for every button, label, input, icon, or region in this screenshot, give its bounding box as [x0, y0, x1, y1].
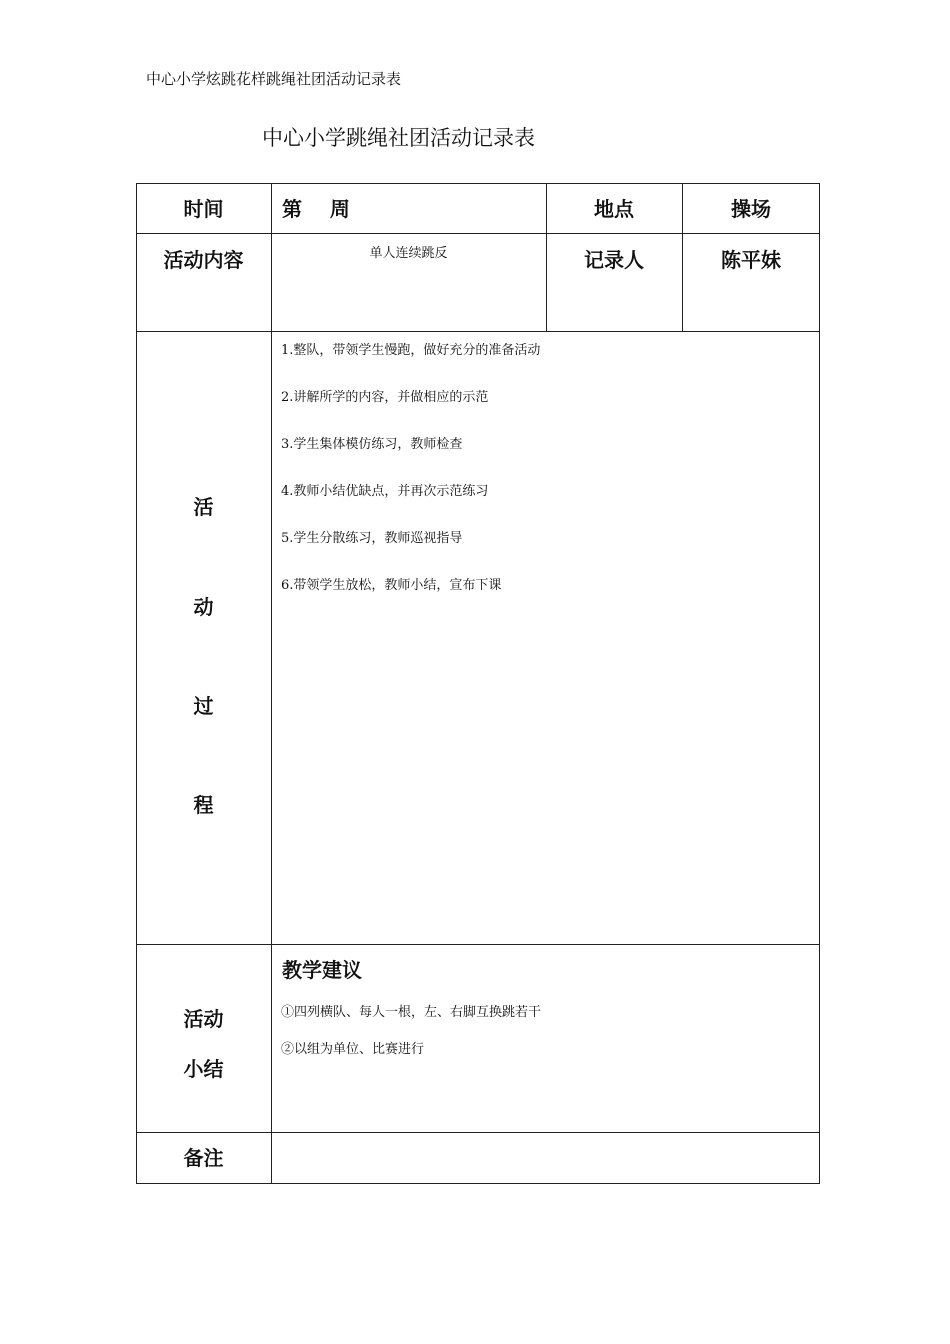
process-label-char: 程	[193, 793, 214, 817]
activity-record-table	[136, 183, 820, 1184]
summary-label-line: 小结	[183, 1057, 224, 1081]
document-header: 中心小学炫跳花样跳绳社团活动记录表	[146, 70, 402, 88]
suggestion-item: ②以组为单位、比赛进行	[281, 1042, 425, 1057]
process-label-char: 动	[193, 595, 214, 619]
process-label-char: 过	[193, 694, 214, 718]
remarks-label: 备注	[183, 1146, 224, 1170]
content-label: 活动内容	[163, 248, 244, 272]
recorder-label: 记录人	[584, 248, 644, 272]
place-value: 操场	[731, 197, 771, 221]
process-step: 2.讲解所学的内容，并做相应的示范	[281, 390, 489, 405]
process-step: 3.学生集体模仿练习，教师检查	[281, 437, 463, 452]
remarks-field[interactable]	[272, 1133, 819, 1183]
time-label: 时间	[183, 197, 224, 221]
process-label-char: 活	[193, 495, 214, 519]
process-step: 4.教师小结优缺点，并再次示范练习	[281, 484, 489, 499]
process-steps	[271, 331, 819, 944]
process-step: 1.整队，带领学生慢跑，做好充分的准备活动	[281, 343, 541, 358]
suggestion-item: ①四列横队、每人一根，左、右脚互换跳若干	[281, 1005, 542, 1020]
process-step: 6.带领学生放松，教师小结，宣布下课	[281, 578, 502, 593]
content-value: 单人连续跳反	[369, 246, 448, 261]
page-title: 中心小学跳绳社团活动记录表	[262, 126, 535, 150]
suggestion-title: 教学建议	[282, 958, 362, 982]
summary-label-line: 活动	[183, 1007, 224, 1031]
recorder-value: 陈平妹	[721, 248, 781, 272]
process-step: 5.学生分散练习，教师巡视指导	[281, 531, 463, 546]
place-label: 地点	[594, 197, 634, 221]
week-field: 第 周	[282, 197, 350, 221]
